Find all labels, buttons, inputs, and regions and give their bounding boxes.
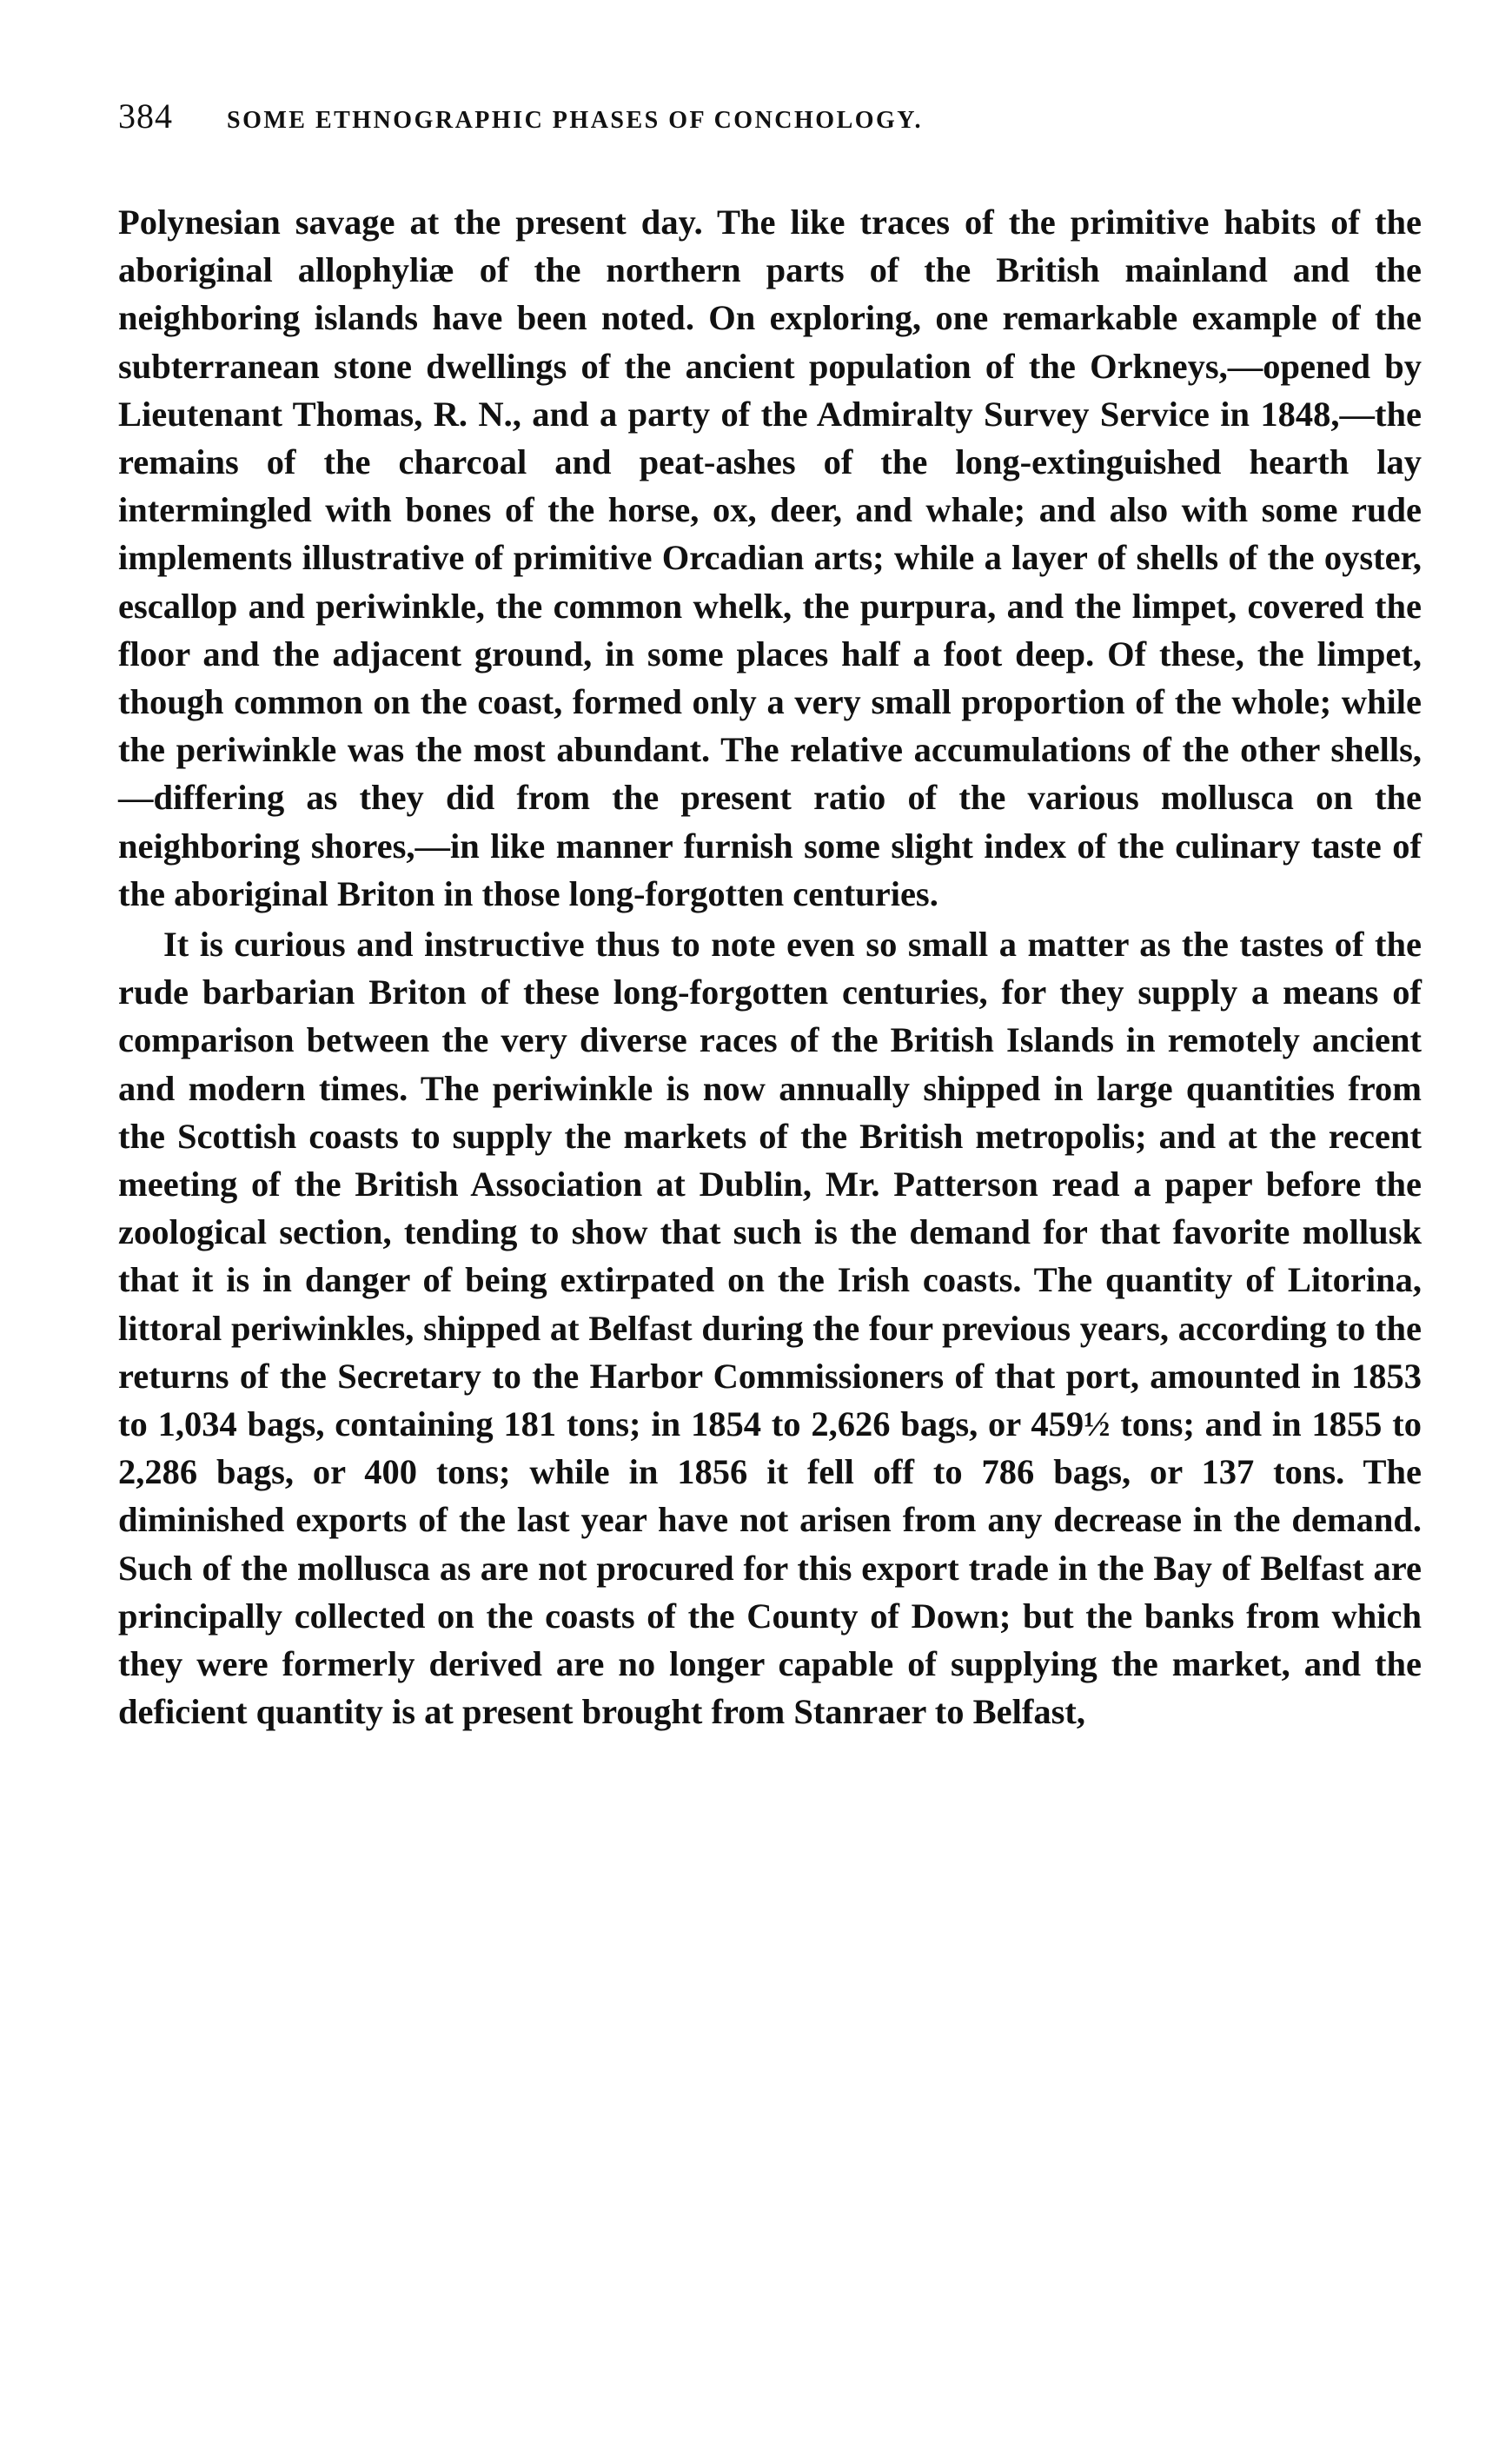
- running-head: [118, 96, 1422, 165]
- running-title: SOME ETHNOGRAPHIC PHASES OF CONCHOLOGY.: [227, 107, 923, 134]
- book-page: [118, 96, 1422, 1736]
- paragraph-1: Polynesian savage at the present day. The like traces of the primitive habits of the aboriginal allophyliæ of the northern parts of the British mainland and the neighboring islands have been noted. On exploring, one remarkable example of the subterranean stone dwellings of the ancient population of the Orkneys,—opened by Lieutenant Thomas, R. N., and a party of the Admiralty Survey Service in 1848,—the remains of the charcoal and peat-ashes of the long-extinguished hearth lay intermingled with bones of the horse, ox, deer, and whale; and also with some rude implements illustrative of primitive Orcadian arts; while a layer of shells of the oyster, escallop and periwinkle, the common whelk, the purpura, and the limpet, covered the floor and the adjacent ground, in some places half a foot deep. Of these, the limpet, though common on the coast, formed only a very small proportion of the whole; while the periwinkle was the most abundant. The relative accumulations of the other shells,—differing as they did from the present ratio of the various mollusca on the neighboring shores,—in like manner furnish some slight index of the culinary taste of the aboriginal Briton in those long-forgotten centuries.: [118, 202, 1422, 913]
- paragraph-2: It is curious and instructive thus to note even so small a matter as the tastes of the rude barbarian Briton of these long-forgotten centuries, for they supply a means of comparison between the very diverse races of the British Islands in remotely ancient and modern times. The periwinkle is now annually shipped in large quantities from the Scottish coasts to supply the markets of the British metropolis; and at the recent meeting of the British Association at Dublin, Mr. Patterson read a paper before the zoological section, tending to show that such is the demand for that favorite mollusk that it is in danger of being extirpated on the Irish coasts. The quantity of Litorina, littoral periwinkles, shipped at Belfast during the four previous years, according to the returns of the Secretary to the Harbor Commissioners of that port, amounted in 1853 to 1,034 bags, containing 181 tons; in 1854 to 2,626 bags, or 459½ tons; and in 1855 to 2,286 bags, or 400 tons; while in 1856 it fell off to 786 bags, or 137 tons. The diminished exports of the last year have not arisen from any decrease in the demand. Such of the mollusca as are not procured for this export trade in the Bay of Belfast are principally collected on the coasts of the County of Down; but the banks from which they were formerly derived are no longer capable of supplying the market, and the deficient quantity is at present brought from Stanraer to Belfast,: [118, 925, 1422, 1732]
- page-number: 384: [118, 96, 173, 136]
